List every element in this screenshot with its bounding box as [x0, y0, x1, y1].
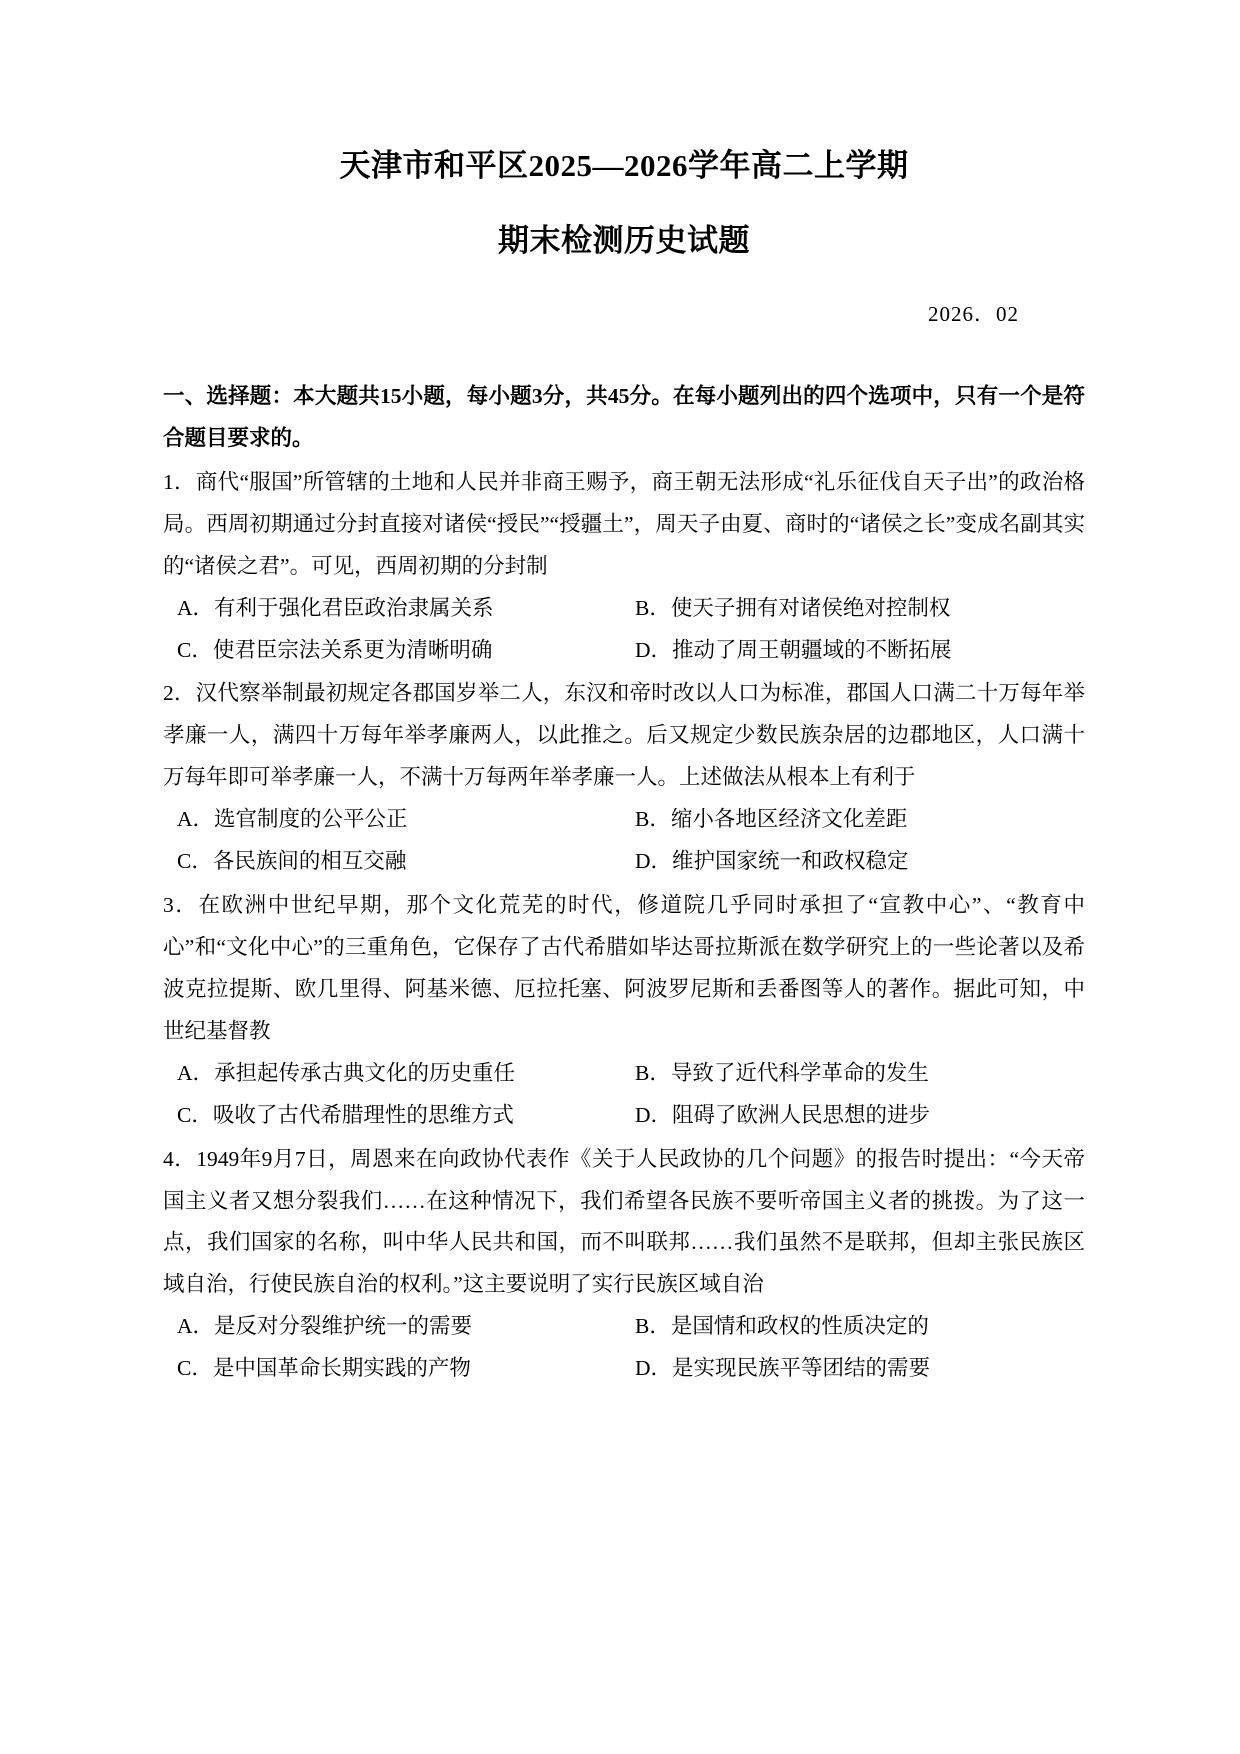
question-1-option-a[interactable]: A．有利于强化君臣政治隶属关系: [177, 595, 494, 620]
question-1: [163, 462, 1085, 672]
option-row: [163, 1348, 1085, 1390]
question-1-option-c[interactable]: C．使君臣宗法关系更为清晰明确: [177, 637, 493, 662]
section-heading-multiple-choice: 一、选择题：本大题共15小题，每小题3分，共45分。在每小题列出的四个选项中，只有一个是符合题目要求的。: [163, 384, 1085, 450]
question-2-stem: 2．汉代察举制最初规定各郡国岁举二人，东汉和帝时改以人口为标准，郡国人口满二十万每年举孝廉一人，满四十万每年举孝廉两人，以此推之。后又规定少数民族杂居的边郡地区，人口满十万每年即可举孝廉一人，不满十万每两年举孝廉一人。上述做法从根本上有利于: [163, 681, 1085, 790]
question-1-option-d[interactable]: D．推动了周王朝疆域的不断拓展: [635, 637, 952, 662]
exam-date: 2026．02: [928, 302, 1019, 326]
option-row: [163, 588, 1085, 630]
page-title-line-1: 天津市和平区2025—2026学年高二上学期: [339, 148, 909, 183]
question-1-options: [163, 588, 1085, 672]
question-1-option-b[interactable]: B．使天子拥有对诸侯绝对控制权: [635, 595, 951, 620]
question-4-stem: 4．1949年9月7日，周恩来在向政协代表作《关于人民政协的几个问题》的报告时提出：“今天帝国主义者又想分裂我们……在这种情况下，我们希望各民族不要听帝国主义者的挑拨。为了这一点，我们国家的名称，叫中华人民共和国，而不叫联邦……我们虽然不是联邦，但却主张民族区域自治，行使民族自治的权利。”这主要说明了实行民族区域自治: [163, 1146, 1085, 1297]
question-3-stem: 3．在欧洲中世纪早期，那个文化荒芜的时代，修道院几乎同时承担了“宣教中心”、“教育中心”和“文化中心”的三重角色，它保存了古代希腊如毕达哥拉斯派在数学研究上的一些论著以及希波克拉提斯、欧几里得、阿基米德、厄拉托塞、阿波罗尼斯和丢番图等人的著作。据此可知，中世纪基督教: [163, 893, 1085, 1043]
question-2: [163, 673, 1085, 883]
title-block: [163, 0, 1085, 256]
option-row: [163, 1095, 1085, 1137]
question-2-options: [163, 799, 1085, 883]
question-3-option-a[interactable]: A．承担起传承古典文化的历史重任: [177, 1060, 516, 1085]
question-3: [163, 885, 1085, 1137]
question-4-option-a[interactable]: A．是反对分裂维护统一的需要: [177, 1314, 473, 1339]
question-2-option-c[interactable]: C．各民族间的相互交融: [177, 849, 407, 874]
question-3-option-b[interactable]: B．导致了近代科学革命的发生: [635, 1060, 929, 1085]
option-row: [163, 630, 1085, 672]
question-2-option-a[interactable]: A．选官制度的公平公正: [177, 807, 408, 832]
option-row: [163, 1306, 1085, 1348]
question-3-options: [163, 1053, 1085, 1137]
question-3-option-c[interactable]: C．吸收了古代希腊理性的思维方式: [177, 1102, 514, 1127]
question-4: [163, 1139, 1085, 1391]
document-content: [163, 0, 1085, 1390]
question-3-option-d[interactable]: D．阻碍了欧洲人民思想的进步: [635, 1102, 931, 1127]
question-4-option-c[interactable]: C．是中国革命长期实践的产物: [177, 1356, 471, 1381]
question-4-option-b[interactable]: B．是国情和政权的性质决定的: [635, 1314, 929, 1339]
question-1-stem: 1．商代“服国”所管辖的土地和人民并非商王赐予，商王朝无法形成“礼乐征伐自天子出”的政治格局。西周初期通过分封直接对诸侯“授民”“授疆土”，周天子由夏、商时的“诸侯之长”变成名副其实的“诸侯之君”。可见，西周初期的分封制: [163, 469, 1085, 578]
question-2-option-b[interactable]: B．缩小各地区经济文化差距: [635, 807, 908, 832]
option-row: [163, 841, 1085, 883]
option-row: [163, 799, 1085, 841]
option-row: [163, 1053, 1085, 1095]
page-title-line-2: 期末检测历史试题: [498, 223, 750, 258]
question-4-options: [163, 1306, 1085, 1390]
question-4-option-d[interactable]: D．是实现民族平等团结的需要: [635, 1356, 931, 1381]
question-2-option-d[interactable]: D．维护国家统一和政权稳定: [635, 849, 909, 874]
